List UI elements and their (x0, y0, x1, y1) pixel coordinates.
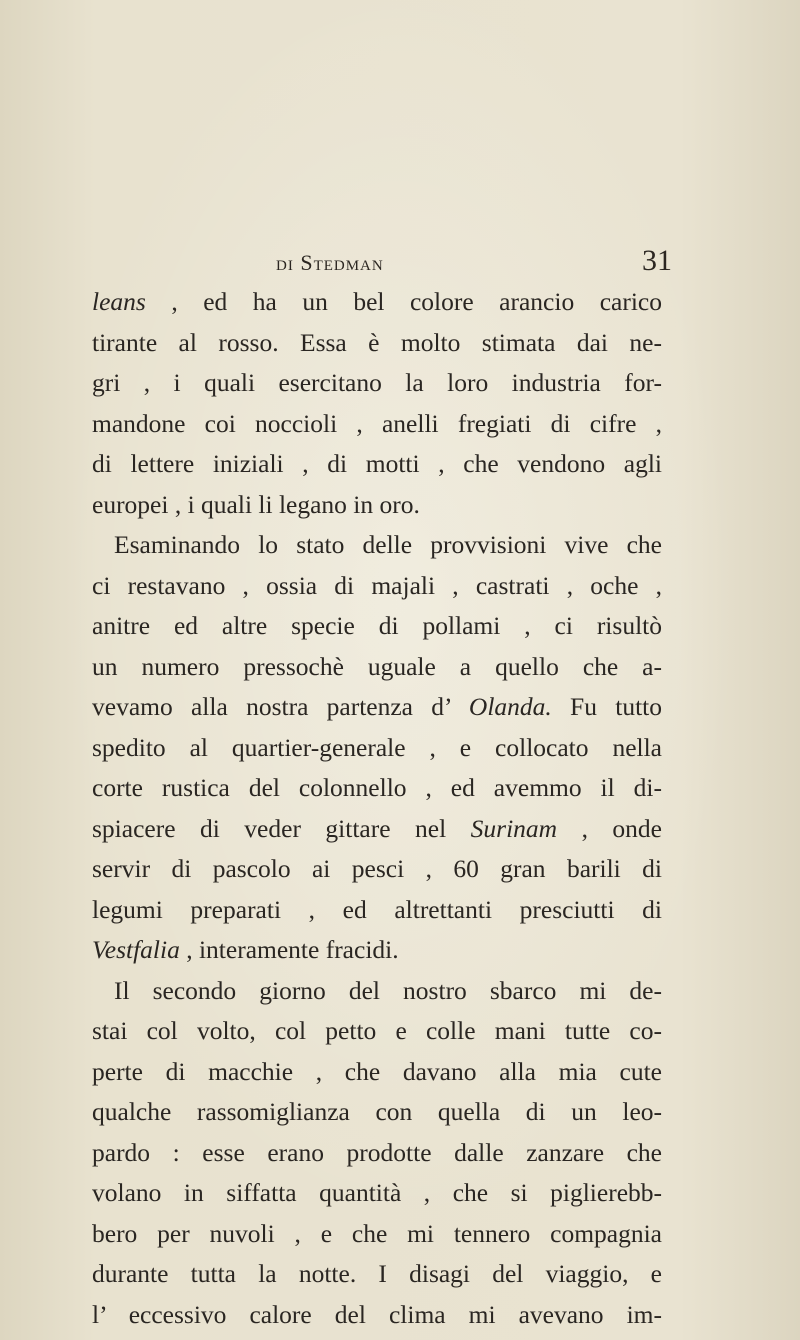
text-line: legumi preparati , ed altrettanti presciutti di (92, 894, 662, 924)
body-text (92, 282, 662, 1335)
text-line: durante tutta la notte. I disagi del viaggio, e (92, 1259, 662, 1288)
text-line: volano in siffatta quantità , che si piglierebb- (92, 1178, 662, 1207)
text-line: pardo : esse erano prodotte dalle zanzare che (92, 1137, 662, 1167)
text-line: l’ eccessivo calore del clima mi avevano im- (92, 1299, 662, 1329)
text-line: di lettere iniziali , di motti , che vendono agli (92, 449, 662, 478)
text-line: ci restavano , ossia di majali , castrati , oche , (92, 570, 662, 600)
text-line: tirante al rosso. Essa è molto stimata dai ne- (92, 327, 662, 357)
running-title: di Stedman (276, 250, 384, 275)
text-line: Esaminando lo stato delle provvisioni vive che (114, 530, 662, 559)
text-line: europei , i quali li legano in oro. (92, 489, 420, 519)
text-line: Il secondo giorno del nostro sbarco mi de- (114, 975, 662, 1005)
text-line: spedito al quartier-generale , e collocato nella (92, 732, 662, 762)
text-line: mandone coi noccioli , anelli fregiati di cifre , (92, 408, 662, 438)
text-line: un numero pressochè uguale a quello che a- (92, 651, 662, 681)
text-line: servir di pascolo ai pesci , 60 gran barili di (92, 854, 662, 883)
page-number: 31 (642, 244, 672, 277)
text-line: qualche rassomiglianza con quella di un leo- (92, 1097, 662, 1126)
text-line: vevamo alla nostra partenza d’ Olanda. Fu tutto (92, 692, 663, 721)
text-line: anitre ed altre specie di pollami , ci risultò (92, 611, 662, 640)
text-line: bero per nuvoli , e che mi tennero compagnia (92, 1218, 662, 1248)
text-line: gri , i quali esercitano la loro industria for- (92, 368, 662, 397)
text-line: corte rustica del colonnello , ed avemmo il di- (92, 773, 662, 802)
text-line: stai col volto, col petto e colle mani tutte co- (92, 1016, 662, 1045)
text-line: spiacere di veder gittare nel Surinam , onde (92, 813, 662, 843)
text-line: perte di macchie , che davano alla mia cute (92, 1056, 662, 1086)
text-line: leans , ed ha un bel colore arancio carico (92, 287, 662, 316)
text-line: Vestfalia , interamente fracidi. (92, 935, 399, 964)
